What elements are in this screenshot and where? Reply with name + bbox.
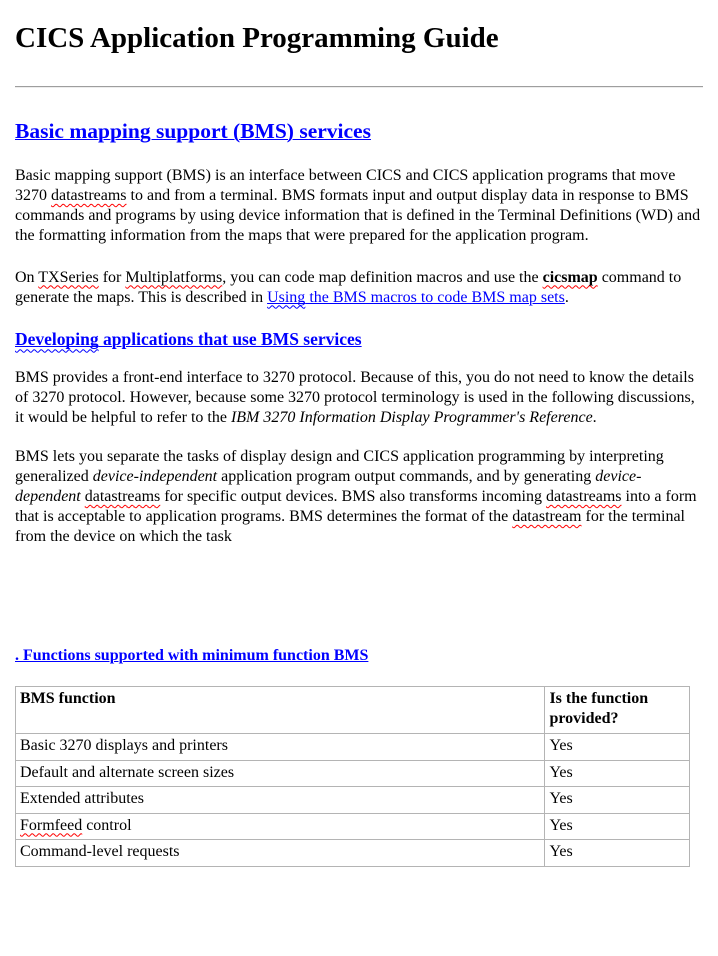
- paragraph-txseries: On TXSeries for Multiplatforms, you can code map definition macros and use the cicsmap command to generate the maps. This is described in Using the BMS macros to code BMS map sets.: [15, 268, 682, 306]
- cell-provided: Yes: [545, 734, 690, 761]
- cell-function: Default and alternate screen sizes: [16, 760, 545, 787]
- page-title: CICS Application Programming Guide: [15, 22, 499, 54]
- column-header-is-provided: Is the function provided?: [545, 686, 690, 734]
- subsection-heading-link[interactable]: Developing applications that use BMS services: [15, 329, 362, 350]
- cell-function: Formfeed control: [16, 813, 545, 840]
- column-header-bms-function: BMS function: [16, 686, 545, 734]
- divider: [15, 86, 703, 88]
- document-page: [0, 21, 718, 877]
- cell-provided: Yes: [545, 813, 690, 840]
- cell-function: Command-level requests: [16, 840, 545, 867]
- cell-provided: Yes: [545, 787, 690, 814]
- link-using-bms-macros[interactable]: Using: [267, 288, 306, 306]
- section-heading-bms-services[interactable]: [15, 118, 703, 144]
- table-header-row: [16, 686, 690, 734]
- table-row: [16, 813, 690, 840]
- cell-provided: Yes: [545, 760, 690, 787]
- table-caption: [15, 646, 703, 666]
- table-caption-link[interactable]: . Functions supported with minimum function BMS: [15, 646, 369, 664]
- table-row: [16, 760, 690, 787]
- cell-provided: Yes: [545, 840, 690, 867]
- cell-function: Basic 3270 displays and printers: [16, 734, 545, 761]
- table-row: [16, 840, 690, 867]
- paragraph-bms-intro: Basic mapping support (BMS) is an interface between CICS and CICS application programs that move 3270 datastreams to and from a terminal. BMS formats input and output display data in response to BMS commands and programs by using device information that is defined in the Terminal Definitions (WD) and the formatting information from the maps that were prepared for the application program.: [15, 167, 701, 244]
- paragraph-separate-tasks: BMS lets you separate the tasks of display design and CICS application programming by interpreting generalized device-independent application program output commands, and by generating device-dependent datastreams for specific output devices. BMS also transforms incoming datastreams into a form that is acceptable to application programs. BMS determines the format of the datastream for the terminal from the device on which the task: [15, 448, 697, 545]
- table-row: [16, 734, 690, 761]
- subsection-heading-developing-apps[interactable]: [15, 328, 703, 350]
- cell-function: Extended attributes: [16, 787, 545, 814]
- section-heading-link[interactable]: Basic mapping support (BMS) services: [15, 119, 371, 143]
- bms-functions-table: [15, 686, 690, 867]
- paragraph-frontend: BMS provides a front-end interface to 3270 protocol. Because of this, you do not need to know the details of 3270 protocol. However, because some 3270 protocol terminology is used in the following discussions, it would be helpful to refer to the IBM 3270 Information Display Programmer's Reference.: [15, 369, 695, 427]
- table-row: [16, 787, 690, 814]
- link-using-bms-macros[interactable]: the BMS macros to code BMS map sets: [305, 288, 565, 306]
